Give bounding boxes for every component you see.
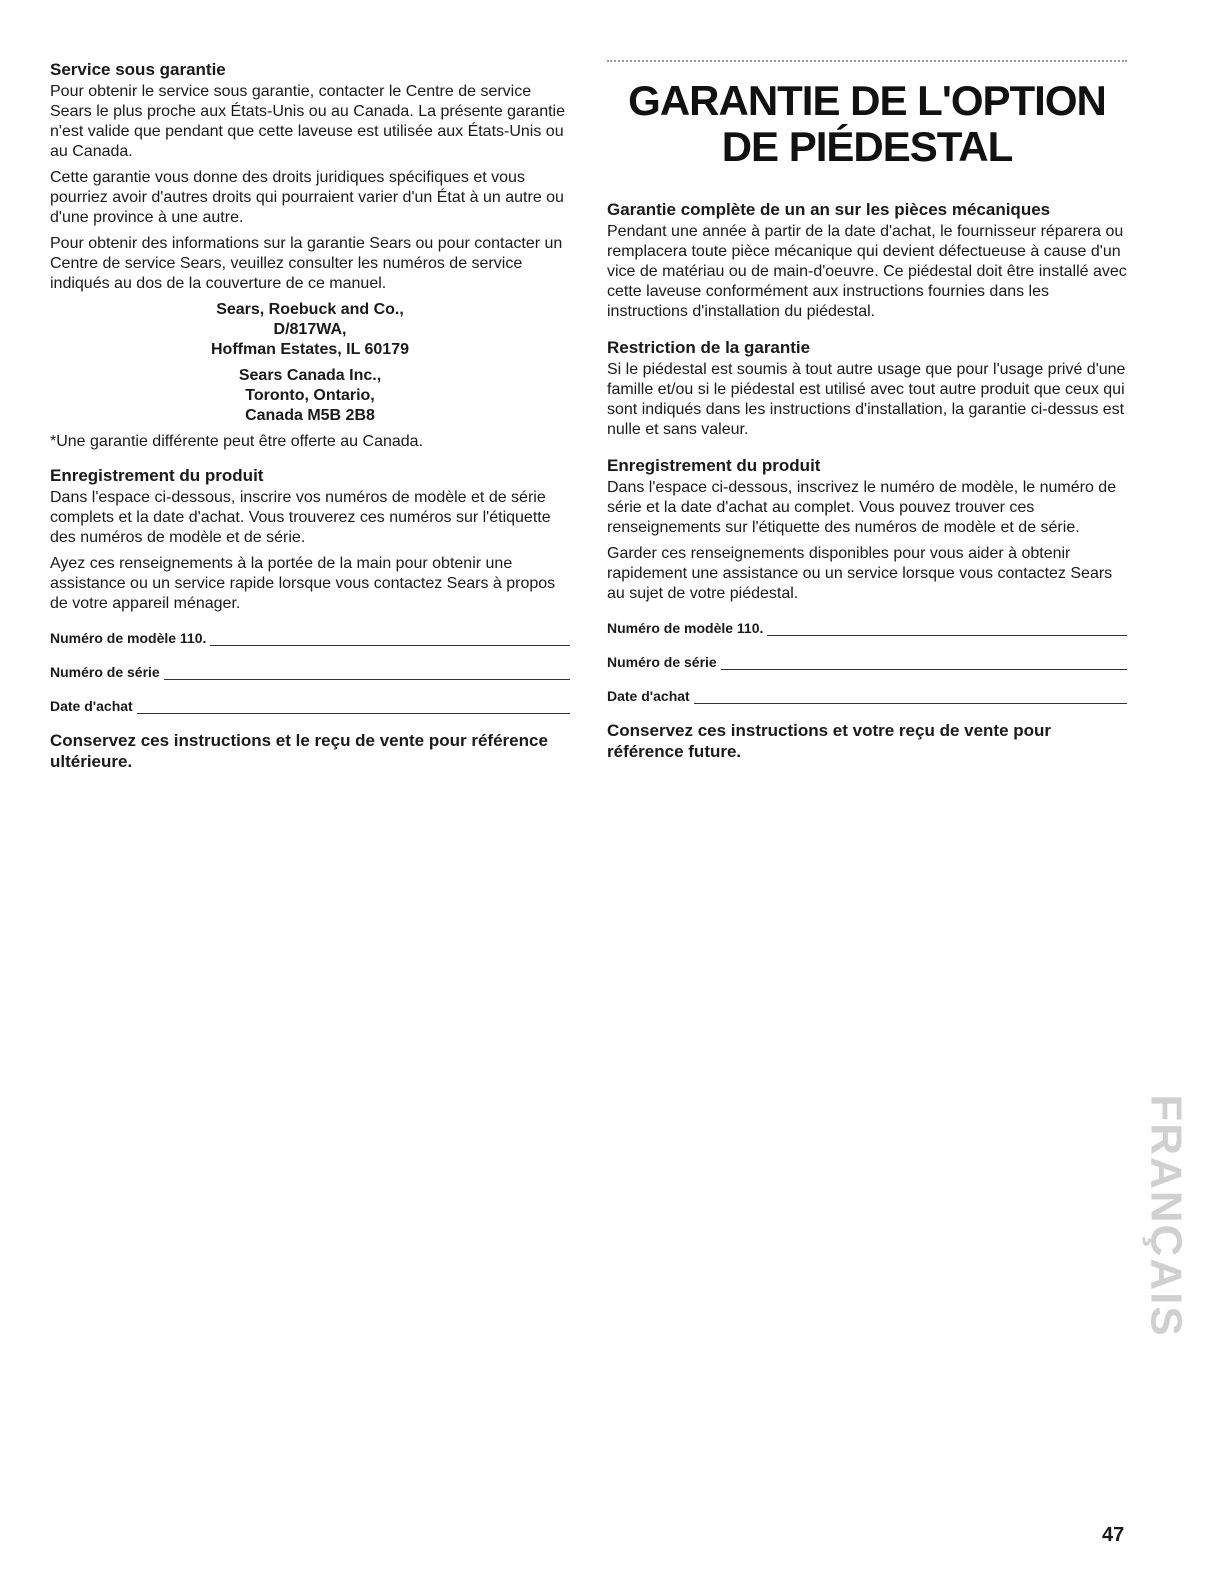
full-warranty-paragraph: Pendant une année à partir de la date d'achat, le fournisseur réparera ou remplacera toute pièce mécanique qui devient défectueuse à cause d'un vice de matériau ou de main-d'oeuvre. Ce piédestal doit être installé avec cette laveuse conformément aux instructions fournies dans les instructions d'installation du piédestal.	[607, 223, 1127, 320]
service-paragraph-3: Pour obtenir des informations sur la garantie Sears ou pour contacter un Centre de service Sears, veuillez consulter les numéros de service indiqués au dos de la couverture de ce manuel.	[50, 235, 563, 292]
keep-instructions-note: Conservez ces instructions et votre reçu de vente pour référence future.	[607, 721, 1052, 761]
right-column	[607, 60, 1127, 762]
model-number-field[interactable]	[50, 628, 570, 646]
keep-instructions-note: Conservez ces instructions et le reçu de vente pour référence ultérieure.	[50, 731, 548, 771]
registration-heading: Enregistrement du produit	[607, 456, 821, 475]
purchase-date-line[interactable]	[137, 699, 570, 714]
purchase-date-field[interactable]	[607, 686, 1127, 704]
purchase-date-field[interactable]	[50, 696, 570, 714]
canada-note: *Une garantie différente peut être offerte au Canada.	[50, 433, 424, 450]
page-number: 47	[1102, 1524, 1125, 1546]
dotted-divider	[607, 60, 1127, 68]
registration-paragraph-2: Garder ces renseignements disponibles pour vous aider à obtenir rapidement une assistance ou un service lorsque vous contactez Sears au sujet de votre piédestal.	[607, 545, 1113, 602]
address-line: Sears, Roebuck and Co.,	[216, 301, 404, 318]
registration-paragraph-1: Dans l'espace ci-dessous, inscrivez le numéro de modèle, le numéro de série et la date d'achat au complet. Vous pouvez trouver ces renseignements sur l'étiquette des numéros de modèle et de série.	[607, 479, 1117, 536]
model-number-label: Numéro de modèle 110.	[607, 620, 764, 636]
serial-number-field[interactable]	[50, 662, 570, 680]
registration-heading: Enregistrement du produit	[50, 466, 264, 485]
purchase-date-label: Date d'achat	[50, 698, 133, 714]
address-line: D/817WA,	[273, 321, 347, 338]
language-side-tab	[1142, 1082, 1190, 1350]
model-number-field[interactable]	[607, 618, 1127, 636]
restriction-paragraph: Si le piédestal est soumis à tout autre usage que pour l'usage privé d'une famille et/ou si le piédestal est utilisé avec tout autre produit que ceux qui sont indiqués dans les instructions d'installation, la garantie ci-dessus est nulle et sans valeur.	[607, 361, 1126, 438]
address-line: Canada M5B 2B8	[245, 407, 375, 424]
full-warranty-heading: Garantie complète de un an sur les pièces mécaniques	[607, 200, 1051, 219]
page-title: GARANTIE DE L'OPTION DE PIÉDESTAL	[628, 77, 1106, 170]
registration-paragraph-1: Dans l'espace ci-dessous, inscrire vos numéros de modèle et de série complets et la date d'achat. Vous trouverez ces numéros sur l'étiquette des numéros de modèle et de série.	[50, 489, 551, 546]
purchase-date-label: Date d'achat	[607, 688, 690, 704]
restriction-heading: Restriction de la garantie	[607, 338, 811, 357]
serial-number-field[interactable]	[607, 652, 1127, 670]
address-line: Sears Canada Inc.,	[238, 367, 382, 384]
sears-us-address	[50, 300, 570, 360]
model-number-label: Numéro de modèle 110.	[50, 630, 207, 646]
purchase-date-line[interactable]	[694, 689, 1127, 704]
serial-number-label: Numéro de série	[607, 654, 717, 670]
address-line: Hoffman Estates, IL 60179	[210, 341, 409, 358]
service-paragraph-1: Pour obtenir le service sous garantie, contacter le Centre de service Sears le plus proche aux États-Unis ou au Canada. La présente garantie n'est valide que pendant que cette laveuse est utilisée aux États-Unis ou au Canada.	[50, 83, 565, 160]
sears-canada-address	[50, 366, 570, 426]
language-side-tab-label: FRANÇAIS	[1142, 1094, 1192, 1338]
registration-paragraph-2: Ayez ces renseignements à la portée de la main pour obtenir une assistance ou un service rapide lorsque vous contactez Sears à propos de votre appareil ménager.	[50, 555, 556, 612]
left-column	[50, 60, 570, 772]
service-heading: Service sous garantie	[50, 60, 226, 79]
model-number-line[interactable]	[767, 621, 1127, 636]
service-paragraph-2: Cette garantie vous donne des droits juridiques spécifiques et vous pourriez avoir d'autres droits qui pourraient varier d'un État à un autre ou d'une province à une autre.	[50, 169, 564, 226]
model-number-line[interactable]	[210, 631, 570, 646]
address-line: Toronto, Ontario,	[245, 387, 375, 404]
serial-number-label: Numéro de série	[50, 664, 160, 680]
serial-number-line[interactable]	[164, 665, 570, 680]
serial-number-line[interactable]	[721, 655, 1127, 670]
